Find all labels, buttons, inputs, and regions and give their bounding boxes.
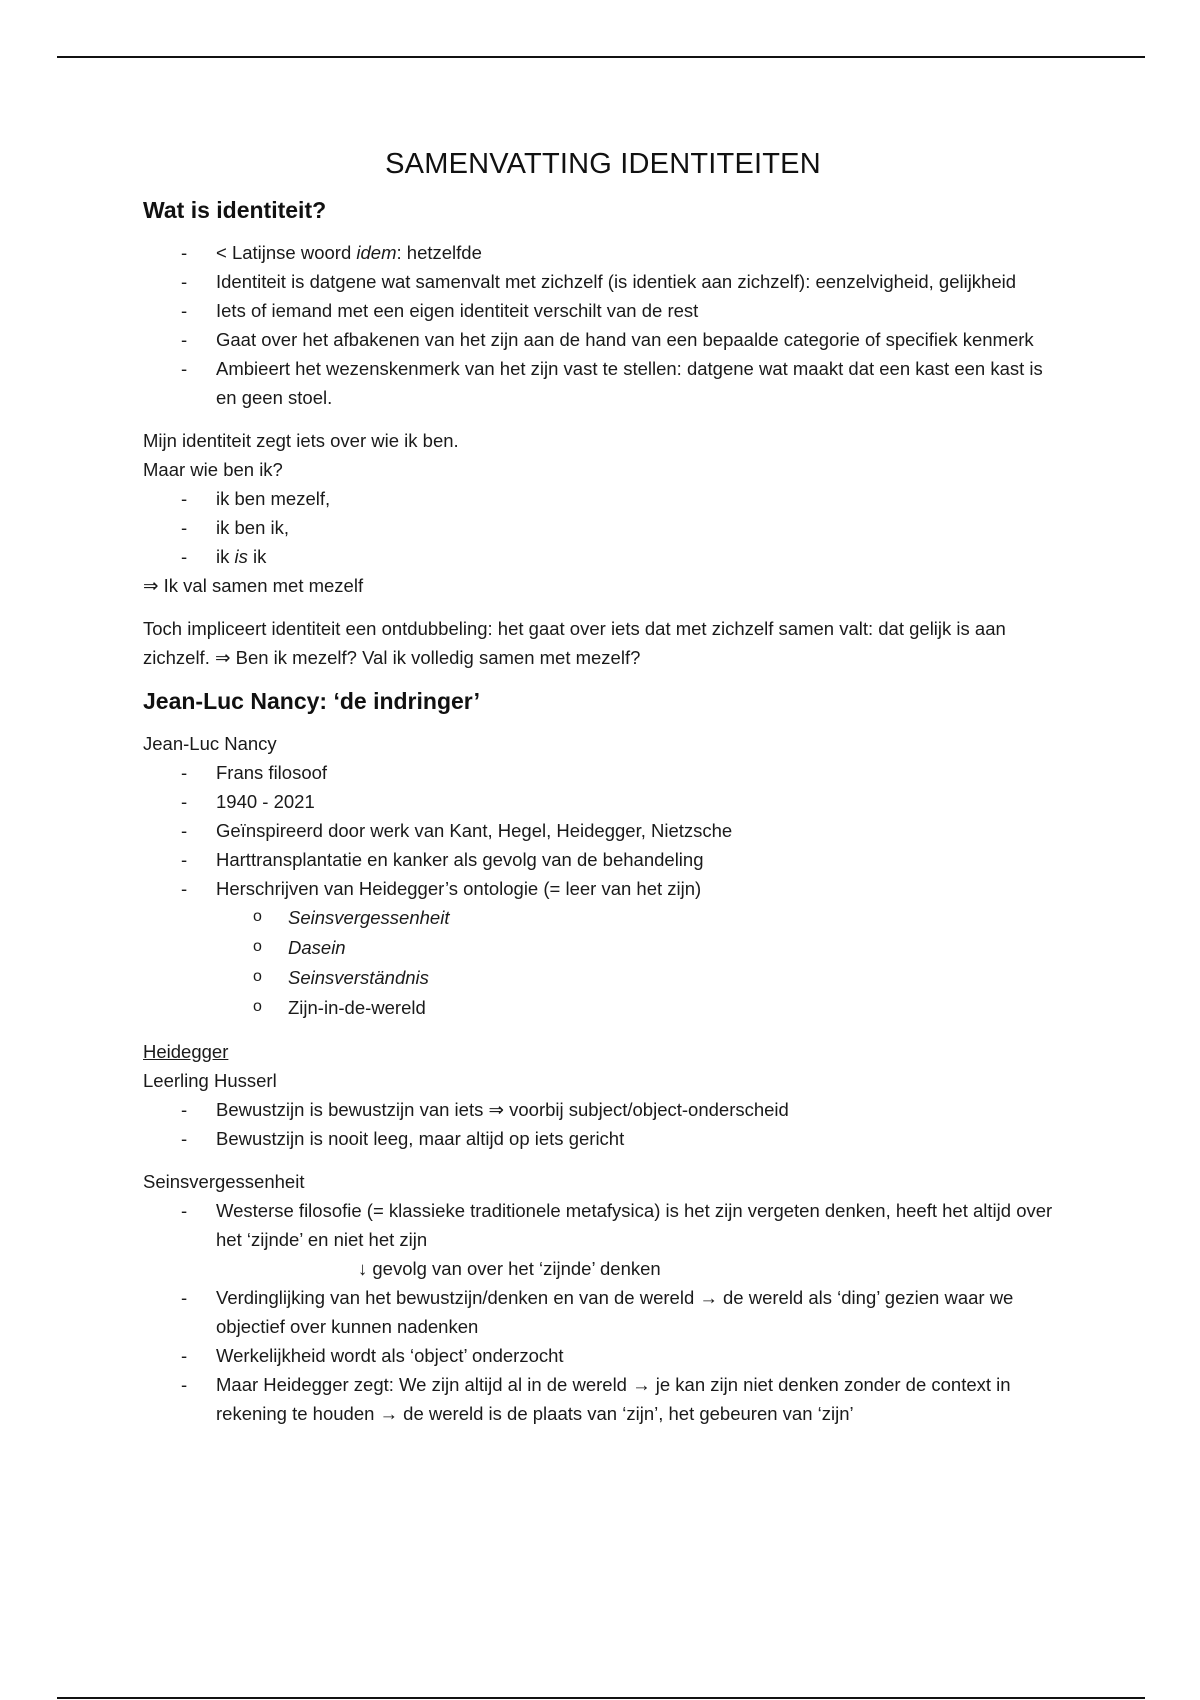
list-item: - Harttransplantatie en kanker als gevolg van de behandeling <box>143 845 1063 874</box>
list-item: - Herschrijven van Heidegger’s ontologie (= leer van het zijn) <box>143 874 1063 903</box>
list-item: - Geïnspireerd door werk van Kant, Hegel, Heidegger, Nietzsche <box>143 816 1063 845</box>
document-page <box>143 148 1063 1428</box>
identity-conclusion: ⇒ Ik val samen met mezelf <box>143 575 364 596</box>
bottom-rule <box>57 1697 1145 1699</box>
section-heading-identity: Wat is identiteit? <box>143 197 327 223</box>
identity-paragraph: Toch impliceert identiteit een ontdubbeling: het gaat over iets dat met zichzelf samen valt: dat gelijk is aan zichzelf. ⇒ Ben ik mezelf? Val ik volledig samen met mezelf? <box>143 618 1006 668</box>
list-item: - Frans filosoof <box>143 758 1063 787</box>
list-item: - ik ben ik, <box>143 513 1063 542</box>
seinsvergessenheit-bullet-list-2 <box>143 1283 1063 1428</box>
top-rule <box>57 56 1145 58</box>
list-item: o Seinsverständnis <box>143 963 1063 993</box>
list-item: - Bewustzijn is nooit leeg, maar altijd op iets gericht <box>143 1124 1063 1153</box>
heidegger-subtitle: Leerling Husserl <box>143 1070 277 1091</box>
list-item: - Iets of iemand met een eigen identiteit verschilt van de rest <box>143 296 1063 325</box>
document-title: SAMENVATTING IDENTITEITEN <box>385 148 821 180</box>
list-item: - < Latijnse woord idem: hetzelfde <box>143 238 1063 267</box>
list-item: - Werkelijkheid wordt als ‘object’ onderzocht <box>143 1341 1063 1370</box>
seinsvergessenheit-label: Seinsvergessenheit <box>143 1171 305 1192</box>
identity-bullet-list <box>143 238 1063 412</box>
list-item: - ik ben mezelf, <box>143 484 1063 513</box>
identity-statement: Mijn identiteit zegt iets over wie ik ben. <box>143 430 459 451</box>
list-item: - ik is ik <box>143 542 1063 571</box>
heidegger-bullet-list <box>143 1095 1063 1153</box>
list-item: - Verdinglijking van het bewustzijn/denken en van de wereld → de wereld als ‘ding’ gezien waar we objectief over kunnen nadenken <box>143 1283 1063 1341</box>
list-item: - Gaat over het afbakenen van het zijn aan de hand van een bepaalde categorie of specifiek kenmerk <box>143 325 1063 354</box>
list-item: o Seinsvergessenheit <box>143 903 1063 933</box>
list-item: - Bewustzijn is bewustzijn van iets ⇒ voorbij subject/object-onderscheid <box>143 1095 1063 1124</box>
list-item: - Ambieert het wezenskenmerk van het zijn vast te stellen: datgene wat maakt dat een kast een kast is en geen stoel. <box>143 354 1063 412</box>
section-heading-nancy: Jean-Luc Nancy: ‘de indringer’ <box>143 688 480 714</box>
list-item: - Maar Heidegger zegt: We zijn altijd al in de wereld → je kan zijn niet denken zonder de context in rekening te houden → de wereld is de plaats van ‘zijn’, het gebeuren van ‘zijn’ <box>143 1370 1063 1428</box>
seinsvergessenheit-bullet-list <box>143 1196 1063 1254</box>
ontology-subbullet-list <box>143 903 1063 1023</box>
nancy-name: Jean-Luc Nancy <box>143 733 277 754</box>
identity-question: Maar wie ben ik? <box>143 459 283 480</box>
list-item: o Zijn-in-de-wereld <box>143 993 1063 1023</box>
arrow-note: ↓ gevolg van over het ‘zijnde’ denken <box>358 1258 661 1279</box>
list-item: - Westerse filosofie (= klassieke traditionele metafysica) is het zijn vergeten denken, heeft het altijd over het ‘zijnde’ en niet het zijn <box>143 1196 1063 1254</box>
list-item: - Identiteit is datgene wat samenvalt met zichzelf (is identiek aan zichzelf): eenzelvigheid, gelijkheid <box>143 267 1063 296</box>
list-item: - 1940 - 2021 <box>143 787 1063 816</box>
nancy-bullet-list <box>143 758 1063 903</box>
list-item: o Dasein <box>143 933 1063 963</box>
self-bullet-list <box>143 484 1063 571</box>
heidegger-label: Heidegger <box>143 1041 229 1062</box>
